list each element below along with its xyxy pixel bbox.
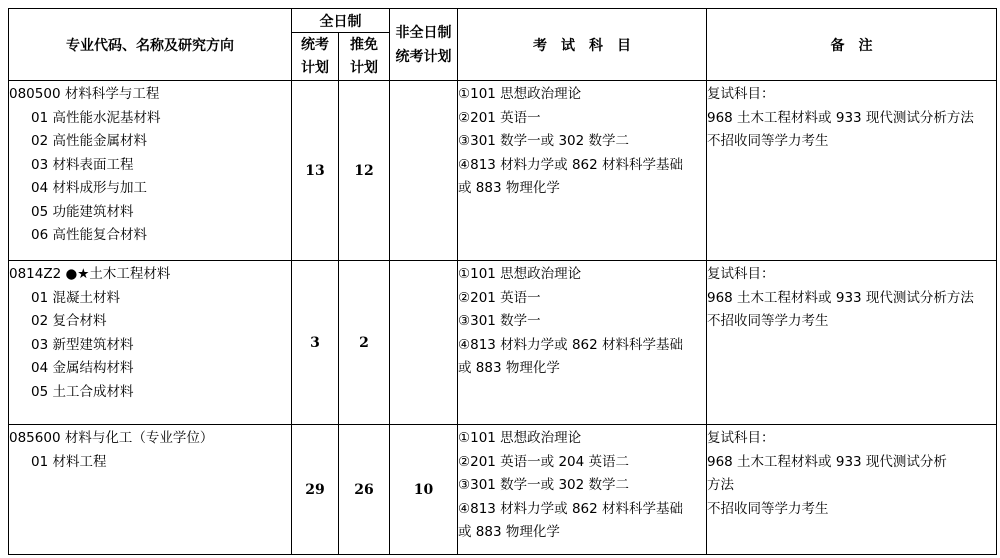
- subject-item: 或 883 物理化学: [458, 180, 560, 196]
- header-remarks: [707, 9, 997, 81]
- subject-item: ③301 数学一或 302 数学二: [458, 133, 630, 149]
- subject-item: ①101 思想政治理论: [458, 86, 582, 102]
- header-fulltime: 全日制: [292, 9, 390, 33]
- header-remarks-label: 备注: [830, 37, 887, 54]
- header-recommend-line1: 推免: [350, 36, 378, 53]
- remark-item: 方法: [707, 477, 734, 493]
- subject-item: ②201 英语一或 204 英语二: [458, 453, 630, 470]
- header-exam-plan: [292, 33, 339, 81]
- direction-item: 03 材料表面工程: [31, 156, 134, 173]
- remark-item: 968 土木工程材料或 933 现代测试分析: [707, 453, 947, 470]
- admissions-table: [8, 8, 997, 555]
- subject-item: ③301 数学一或 302 数学二: [458, 477, 630, 493]
- direction-item: 06 高性能复合材料: [31, 227, 147, 243]
- direction-item: 01 材料工程: [31, 453, 107, 470]
- table-row: [9, 261, 997, 425]
- direction-item: 02 复合材料: [31, 313, 107, 329]
- header-recommend-plan: [339, 33, 390, 81]
- table-row: [9, 425, 997, 555]
- direction-item: 04 材料成形与加工: [31, 180, 147, 196]
- parttime-plan-value: [390, 261, 458, 425]
- direction-item: 01 高性能水泥基材料: [31, 109, 161, 126]
- subject-item: 或 883 物理化学: [458, 360, 560, 376]
- subject-item: ④813 材料力学或 862 材料科学基础: [458, 500, 684, 517]
- subject-item: ①101 思想政治理论: [458, 430, 582, 446]
- program-name: 0814Z2 ●★土木工程材料: [9, 266, 171, 282]
- subjects-cell: [458, 261, 707, 425]
- subjects-cell: [458, 81, 707, 261]
- recommend-plan-value: 12: [339, 81, 390, 261]
- subject-item: ③301 数学一: [458, 313, 541, 329]
- header-subjects-label: 考试科目: [533, 37, 645, 54]
- program-cell: [9, 425, 292, 555]
- header-subjects: [458, 9, 707, 81]
- program-name: 080500 材料科学与工程: [9, 86, 160, 102]
- program-name: 085600 材料与化工（专业学位）: [9, 430, 214, 446]
- remark-item: 968 土木工程材料或 933 现代测试分析方法: [707, 289, 974, 306]
- parttime-plan-value: 10: [390, 425, 458, 555]
- header-parttime: [390, 9, 458, 81]
- remark-item: 复试科目：: [707, 266, 775, 282]
- header-parttime-line2: 统考计划: [395, 48, 452, 65]
- remarks-cell: [707, 425, 997, 555]
- header-exam-plan-line2: 计划: [301, 59, 329, 76]
- table-row: [9, 81, 997, 261]
- subjects-cell: [458, 425, 707, 555]
- direction-item: 05 土工合成材料: [31, 383, 134, 400]
- subject-item: 或 883 物理化学: [458, 524, 560, 540]
- direction-item: 03 新型建筑材料: [31, 336, 134, 353]
- subject-item: ②201 英语一: [458, 289, 541, 306]
- exam-plan-value: 29: [292, 425, 339, 555]
- parttime-plan-value: [390, 81, 458, 261]
- remarks-cell: [707, 81, 997, 261]
- remark-item: 不招收同等学力考生: [707, 133, 829, 149]
- remark-item: 不招收同等学力考生: [707, 313, 829, 329]
- remark-item: 复试科目：: [707, 86, 775, 102]
- program-cell: [9, 81, 292, 261]
- recommend-plan-value: 2: [339, 261, 390, 425]
- header-parttime-line1: 非全日制: [395, 24, 452, 41]
- subject-item: ②201 英语一: [458, 109, 541, 126]
- exam-plan-value: 13: [292, 81, 339, 261]
- program-cell: [9, 261, 292, 425]
- direction-item: 05 功能建筑材料: [31, 203, 134, 220]
- subject-item: ①101 思想政治理论: [458, 266, 582, 282]
- direction-item: 04 金属结构材料: [31, 360, 134, 376]
- recommend-plan-value: 26: [339, 425, 390, 555]
- direction-item: 01 混凝土材料: [31, 289, 120, 306]
- header-exam-plan-line1: 统考: [301, 36, 329, 53]
- remarks-cell: [707, 261, 997, 425]
- direction-item: 02 高性能金属材料: [31, 133, 147, 149]
- remark-item: 不招收同等学力考生: [707, 500, 829, 517]
- header-major: 专业代码、名称及研究方向: [9, 9, 292, 81]
- exam-plan-value: 3: [292, 261, 339, 425]
- subject-item: ④813 材料力学或 862 材料科学基础: [458, 156, 684, 173]
- subject-item: ④813 材料力学或 862 材料科学基础: [458, 336, 684, 353]
- remark-item: 复试科目：: [707, 430, 775, 446]
- header-recommend-line2: 计划: [350, 59, 378, 76]
- remark-item: 968 土木工程材料或 933 现代测试分析方法: [707, 109, 974, 126]
